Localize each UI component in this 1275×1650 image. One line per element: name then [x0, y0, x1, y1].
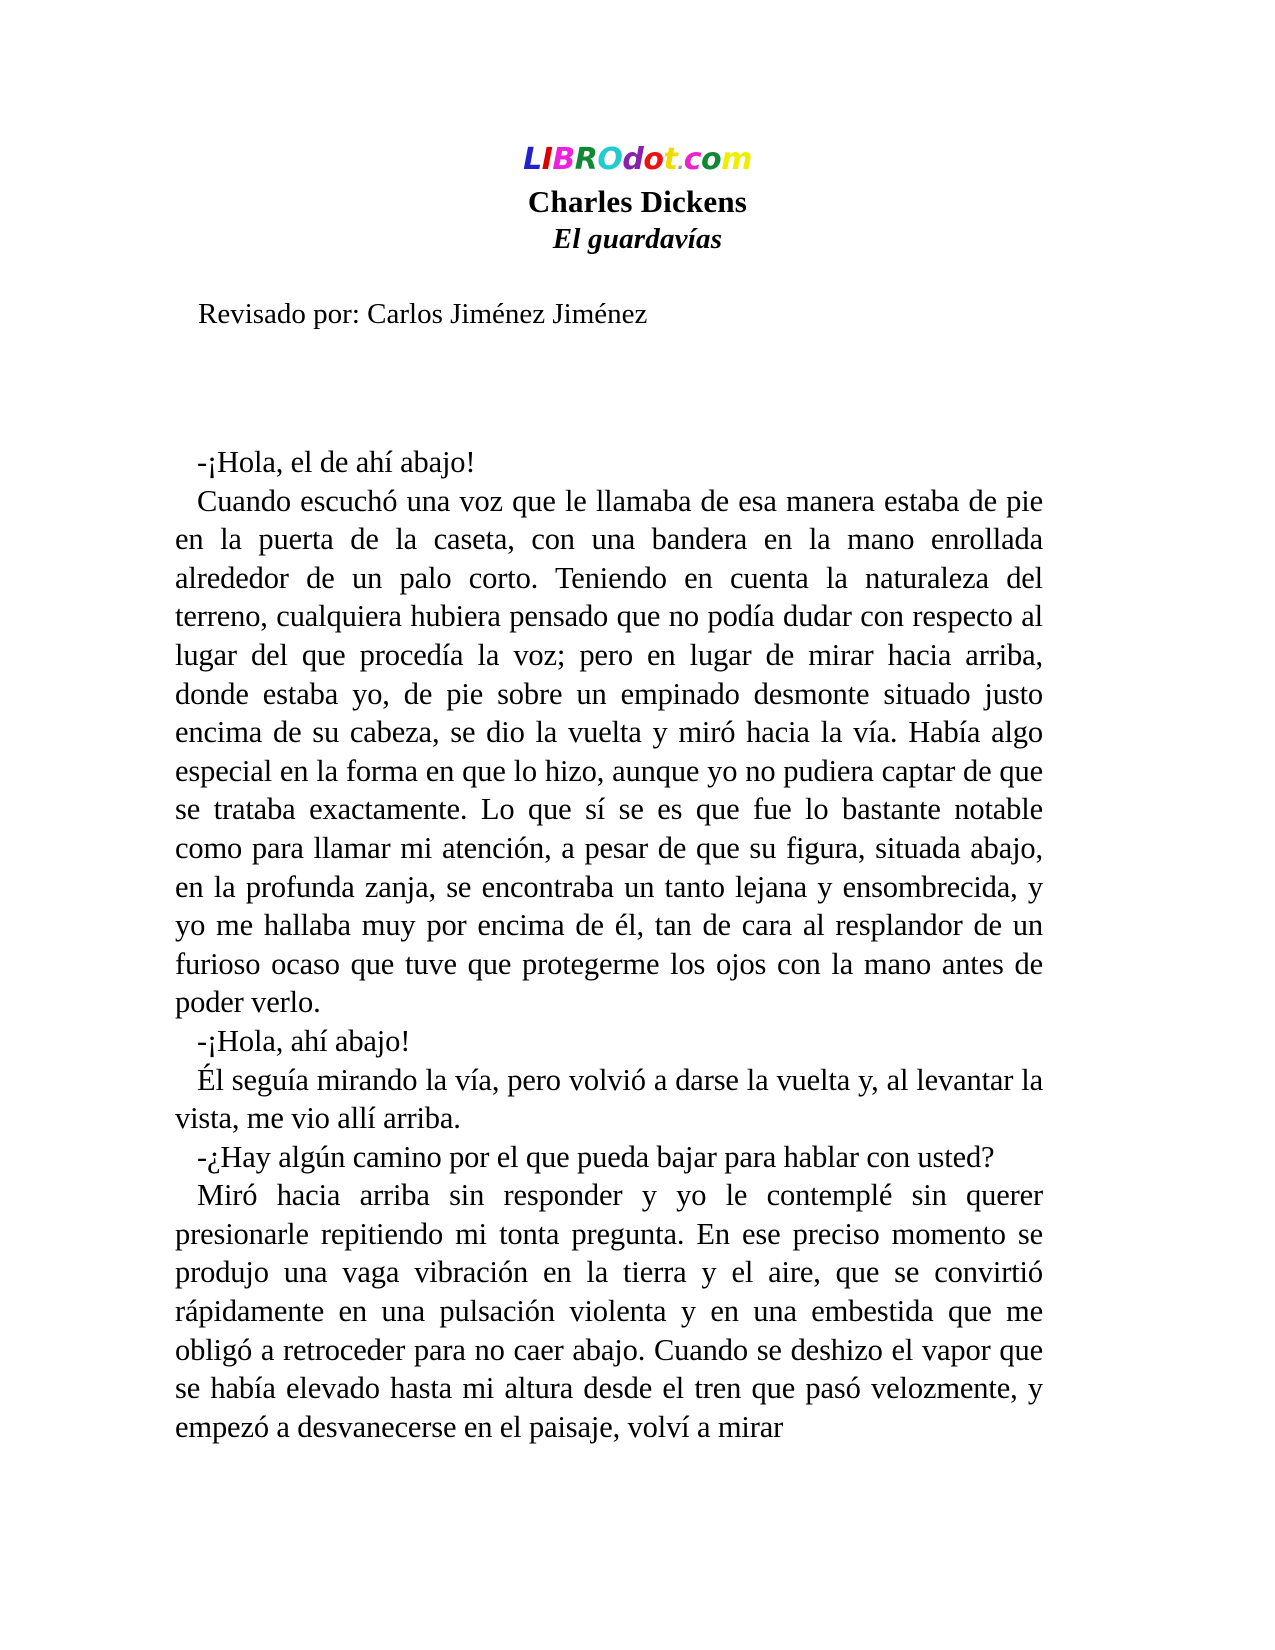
logo-letter: R — [574, 142, 598, 177]
logo-letter: L — [523, 142, 542, 177]
logo-letter: t — [663, 142, 678, 177]
book-title: El guardavías — [552, 223, 723, 255]
logo-letter: c — [683, 142, 701, 177]
logo-letter: m — [721, 142, 752, 177]
paragraph: Él seguía mirando la vía, pero volvió a darse la vuelta y, al levantar la vista, me vio allí arriba. — [175, 1062, 1043, 1136]
logo-letter: . — [677, 153, 684, 174]
logo-letter: O — [597, 142, 623, 177]
paragraph: -¿Hay algún camino por el que pueda bajar para hablar con usted? — [197, 1139, 995, 1174]
paragraph: -¡Hola, ahí abajo! — [197, 1023, 411, 1058]
paragraph: -¡Hola, el de ahí abajo! — [197, 445, 476, 479]
logo-letter: B — [552, 142, 575, 177]
librodot-logo — [0, 143, 1275, 181]
paragraph: Miró hacia arriba sin responder y yo le contemplé sin querer presionarle repitiendo mi tonta pregunta. En ese preciso momento se produjo una vaga vibración en la tierra y el aire, que se convirtió rápidamente en una pulsación violenta y en una embestida que me obligó a retroceder para no caer abajo. Cuando se deshizo el vapor que se había elevado hasta mi altura desde el tren que pasó velozmente, y empezó a desvanecerse en el paisaje, volví a mirar — [175, 1178, 1043, 1444]
logo-letter: o — [701, 142, 722, 177]
author-name: Charles Dickens — [527, 184, 748, 219]
paragraph: Cuando escuchó una voz que le llamaba de esa manera estaba de pie en la puerta de la caseta, con una bandera en la mano enrollada alrededor de un palo corto. Teniendo en cuenta la naturaleza del terreno, cualquiera hubiera pensado que no podía dudar con respecto al lugar del que procedía la voz; pero en lugar de mirar hacia arriba, donde estaba yo, de pie sobre un empinado desmonte situado justo encima de su cabeza, se dio la vuelta y miró hacia la vía. Había algo especial en la forma en que lo hizo, aunque yo no pudiera captar de que se trataba exactamente. Lo que sí se es que fue lo bastante notable como para llamar mi atención, a pesar de que su figura, situada abajo, en la profunda zanja, se encontraba un tanto lejana y ensombrecida, y yo me hallaba muy por encima de él, tan de cara al resplandor de un furioso ocaso que tuve que protegerme los ojos con la mano antes de poder verlo. — [175, 483, 1043, 1020]
logo-letter: o — [643, 142, 664, 177]
logo-letter: d — [622, 142, 644, 177]
reviser-credit: Revisado por: Carlos Jiménez Jiménez — [198, 298, 648, 330]
masthead — [0, 143, 1275, 257]
logo-letter: I — [541, 142, 553, 177]
body-text — [175, 443, 1043, 1446]
